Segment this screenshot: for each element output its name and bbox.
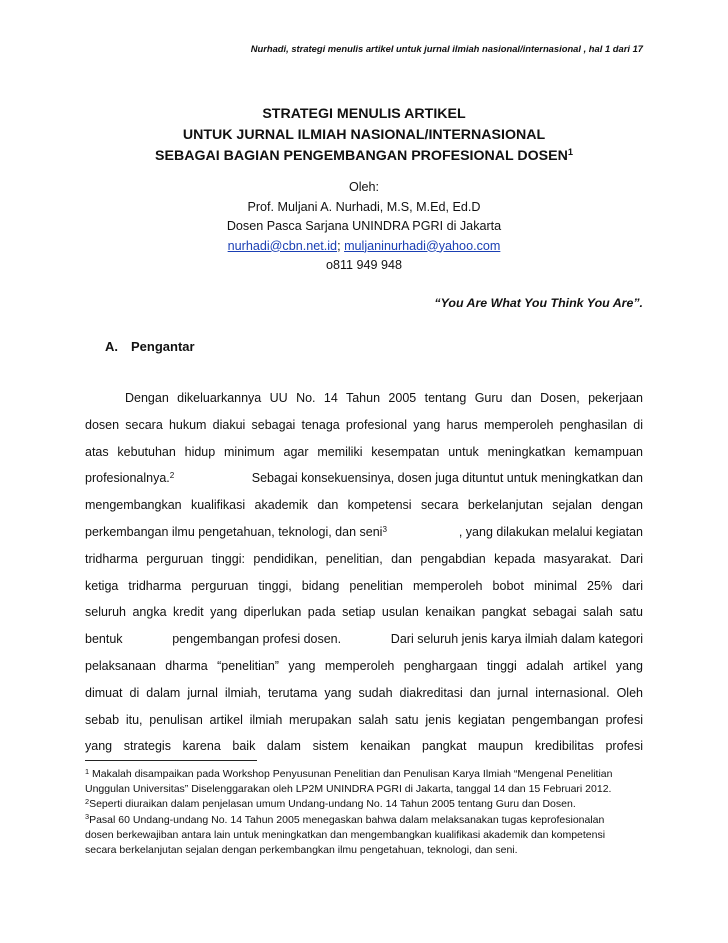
title-line-3-text: SEBAGAI BAGIAN PENGEMBANGAN PROFESIONAL DOSEN xyxy=(155,148,568,164)
paragraph-line xyxy=(85,465,643,492)
section-letter: A. xyxy=(105,339,118,354)
footnotes xyxy=(85,767,643,858)
footnote-text: Makalah disampaikan pada Workshop Penyusunan Penelitian dan Penulisan Karya Ilmiah “Mengenal Penelitian xyxy=(92,768,613,780)
paragraph-line: atas kebutuhan hidup minimum agar memiliki kesempatan untuk meningkatkan kemampuan xyxy=(85,444,643,459)
paragraph-line: ketiga tridharma perguruan tinggi, bidang penelitian memperoleh bobot minimal 25% dari xyxy=(85,578,643,593)
title-line-2: UNTUK JURNAL ILMIAH NASIONAL/INTERNASIONAL xyxy=(182,127,546,143)
footnote-text: Pasal 60 Undang-undang No. 14 Tahun 2005 menegaskan bahwa dalam melaksanakan tugas keprofesionalan xyxy=(89,813,605,826)
paragraph-line-part xyxy=(85,465,174,492)
running-header: Nurhadi, strategi menulis artikel untuk jurnal ilmiah nasional/internasional , hal 1 dari 17 xyxy=(250,43,643,54)
footnote-1-line-2: Unggulan Universitas” Diselenggarakan oleh LP2M UNINDRA PGRI di Jakarta, tanggal 14 dan 15 Februari 2012. xyxy=(85,783,612,796)
footnote-1-line-1 xyxy=(85,767,643,782)
paragraph-line: sebab itu, penulisan artikel ilmiah merupakan salah satu jenis kegiatan pengembangan profesi xyxy=(85,712,643,727)
author-affiliation: Dosen Pasca Sarjana UNINDRA PGRI di Jakarta xyxy=(226,219,502,233)
footnote-mark-3: 3 xyxy=(382,524,387,534)
paragraph-line: seluruh angka kredit yang diperlukan pada setiap usulan kenaikan pangkat sebagai salah satu xyxy=(85,605,643,620)
author-phone: o811 949 948 xyxy=(325,258,403,272)
paragraph-line: dosen secara hukum diakui sebagai tenaga profesional yang harus memperoleh penghasilan di xyxy=(85,417,643,432)
paragraph-line-part: Dari seluruh jenis karya ilmiah dalam kategori xyxy=(390,632,643,647)
footnote-3-line-3: secara berkelanjutan sejalan dengan perkembangkan ilmu pengetahuan, teknologi, dan seni. xyxy=(85,844,518,857)
paragraph-line-part: bentuk xyxy=(85,632,123,647)
paragraph-line-part: pengembangan profesi dosen. xyxy=(172,632,342,647)
footnote-3-line-2: dosen berkewajiban antara lain untuk meningkatkan dan mengembangkan kualifikasi akademik dan kompetensi xyxy=(85,828,606,841)
footnote-divider xyxy=(85,760,257,761)
section-heading xyxy=(105,339,195,354)
paragraph-text: profesionalnya. xyxy=(85,471,170,486)
footnote-mark-2: 2 xyxy=(169,471,175,481)
paragraph-line: tridharma perguruan tinggi: pendidikan, penelitian, dan pengabdian kepada masyarakat. Dari xyxy=(85,551,643,566)
author-name: Prof. Muljani A. Nurhadi, M.S, M.Ed, Ed.D xyxy=(247,199,481,214)
paragraph-line xyxy=(85,519,643,546)
paragraph-line-part: Sebagai konsekuensinya, dosen juga dituntut untuk meningkatkan dan xyxy=(251,471,643,486)
email-link-2[interactable]: muljaninurhadi@yahoo.com xyxy=(344,238,501,253)
title-footnote-mark: 1 xyxy=(567,147,573,158)
email-separator: ; xyxy=(337,238,341,253)
paragraph-line: dimuat di dalam jurnal ilmiah, terutama yang sudah diakreditasi dan jurnal internasional. Oleh xyxy=(85,685,643,700)
paragraph-line: pelaksanaan dharma “penelitian” yang memperoleh penghargaan tinggi adalah artikel yang xyxy=(85,658,643,673)
motto-quote: “You Are What You Think You Are”. xyxy=(434,296,643,310)
footnote-text: Seperti diuraikan dalam penjelasan umum Undang-undang No. 14 Tahun 2005 tentang Guru dan Dosen. xyxy=(89,798,576,811)
paragraph-text: perkembangan ilmu pengetahuan, teknologi, dan seni xyxy=(85,524,383,539)
intro-paragraph xyxy=(85,385,643,760)
title-line-3 xyxy=(80,146,648,167)
section-title: Pengantar xyxy=(131,339,195,354)
paragraph-line: mengembangkan kualifikasi akademik dan kompetensi secara berkelanjutan sejalan dengan xyxy=(85,498,643,513)
paragraph-line: yang strategis karena baik dalam sistem kenaikan pangkat maupun kredibilitas profesi xyxy=(85,739,643,754)
footnote-3-line-1 xyxy=(85,813,643,828)
footnote-2 xyxy=(85,797,643,812)
article-title xyxy=(80,104,648,167)
paragraph-line-part xyxy=(85,519,387,546)
footnote-3-mark: 3 xyxy=(85,812,90,822)
paragraph-line-part: , yang dilakukan melalui kegiatan xyxy=(458,524,643,539)
author-by: Oleh: xyxy=(348,180,380,194)
paragraph-line: Dengan dikeluarkannya UU No. 14 Tahun 2005 tentang Guru dan Dosen, pekerjaan xyxy=(125,391,643,405)
footnote-2-mark: 2 xyxy=(85,797,90,807)
footnote-1-mark: 1 xyxy=(85,766,90,776)
paragraph-line xyxy=(85,626,643,653)
title-line-1: STRATEGI MENULIS ARTIKEL xyxy=(262,106,466,122)
author-block xyxy=(80,178,648,276)
author-emails xyxy=(80,237,648,257)
email-link-1[interactable]: nurhadi@cbn.net.id xyxy=(227,238,338,253)
